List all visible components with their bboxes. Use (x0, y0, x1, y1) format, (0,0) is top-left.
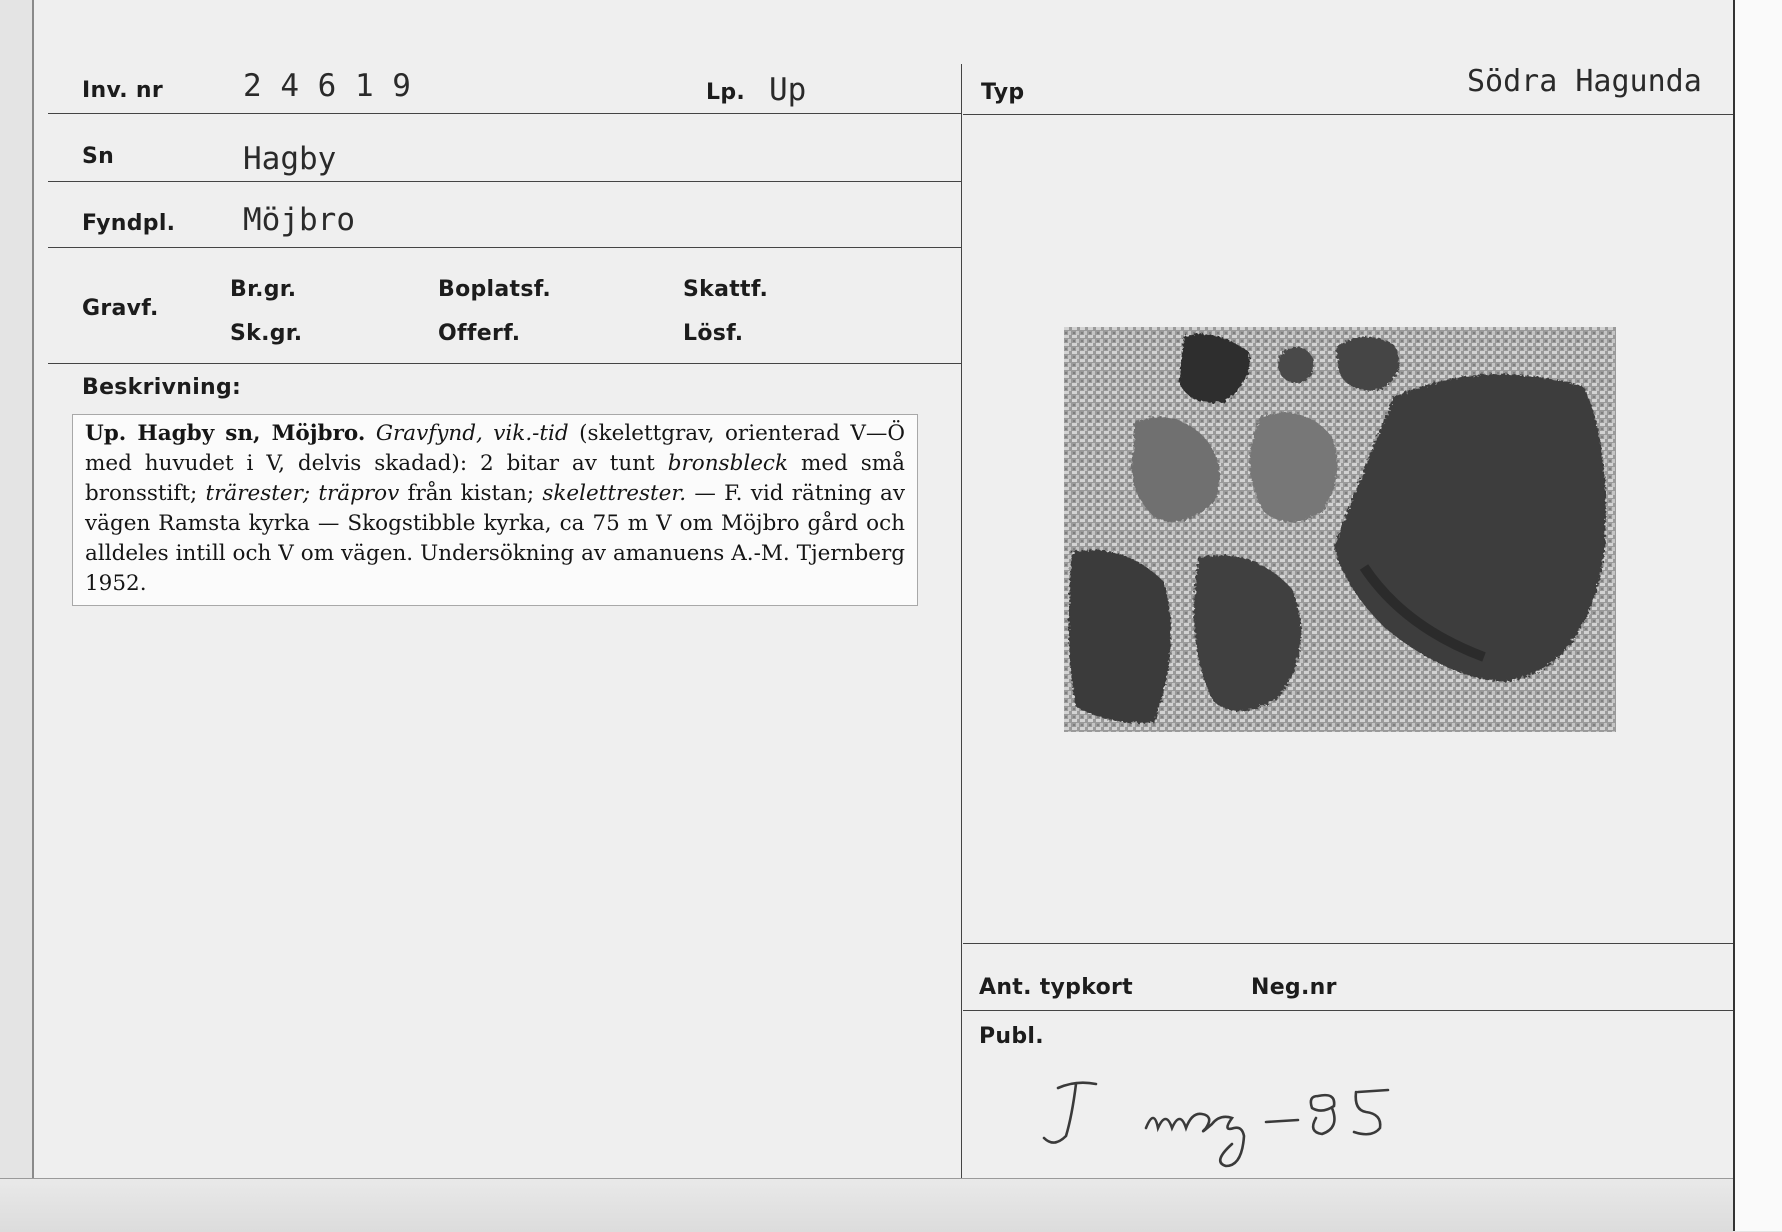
rule-publ (963, 1010, 1733, 1011)
typ-label: Typ (981, 80, 1025, 105)
description-clipping (72, 414, 918, 606)
gravf-label: Gravf. (82, 296, 159, 321)
description-part-3: bronsbleck (667, 451, 789, 476)
boplatsf-label: Boplatsf. (438, 277, 552, 302)
beskrivning-label: Beskrivning: (82, 375, 242, 400)
rule-row1-right (963, 114, 1733, 115)
fragment-bronze-right (1250, 413, 1337, 523)
description-part-1: Gravfynd, vik.-tid (375, 421, 569, 446)
description-part-6: från kistan; (407, 481, 535, 506)
description-part-8: — F. vid rätning av vägen Ramsta kyrka — Skogstibble kyrka, ca 75 m V om Möjbro gård och alldeles intill och V om vägen. Undersökning av amanuens A.-M. Tjernberg 1952. (85, 481, 905, 596)
rule-row4 (48, 363, 961, 364)
skattf-label: Skattf. (683, 277, 769, 302)
lp-label: Lp. (706, 80, 746, 105)
description-part-2: (skelettgrav, orienterad V—Ö med huvudet i V, delvis skadad): 2 bitar av tunt (85, 421, 905, 476)
fyndpl-value: Möjbro (243, 202, 355, 238)
br-gr-label: Br.gr. (230, 277, 297, 302)
description-part-5: trärester; träprov (205, 481, 400, 506)
fragment-bottom-left (1069, 550, 1171, 723)
rule-row1-left (48, 113, 961, 114)
artefact-photo (1064, 327, 1616, 732)
inv-nr-label: Inv. nr (82, 78, 164, 103)
description-lead: Up. Hagby sn, Möjbro. (85, 421, 366, 446)
card-edge (1733, 0, 1782, 1231)
neg-nr-label: Neg.nr (1251, 975, 1337, 1000)
losf-label: Lösf. (683, 321, 744, 346)
sn-value: Hagby (243, 141, 337, 177)
sk-gr-label: Sk.gr. (230, 321, 303, 346)
rule-divider (961, 64, 962, 1178)
offerf-label: Offerf. (438, 321, 521, 346)
description-part-7: skelettrester. (542, 481, 687, 506)
sn-label: Sn (82, 144, 115, 169)
typ-value: Södra Hagunda (1467, 64, 1702, 99)
publ-label: Publ. (979, 1024, 1044, 1049)
inv-nr-value: 2 4 6 1 9 (243, 68, 411, 104)
ant-typkort-label: Ant. typkort (979, 975, 1133, 1000)
description-part-4: med små bronsstift; (85, 451, 905, 506)
fragment-pebble (1278, 347, 1314, 383)
handwritten-note (1036, 1066, 1456, 1176)
rule-row2 (48, 181, 961, 182)
rule-row3 (48, 247, 961, 248)
rule-ant (963, 943, 1733, 944)
description-text (85, 419, 905, 599)
fyndpl-label: Fyndpl. (82, 211, 176, 236)
scan-margin (0, 1178, 1733, 1232)
lp-value: Up (769, 72, 807, 108)
